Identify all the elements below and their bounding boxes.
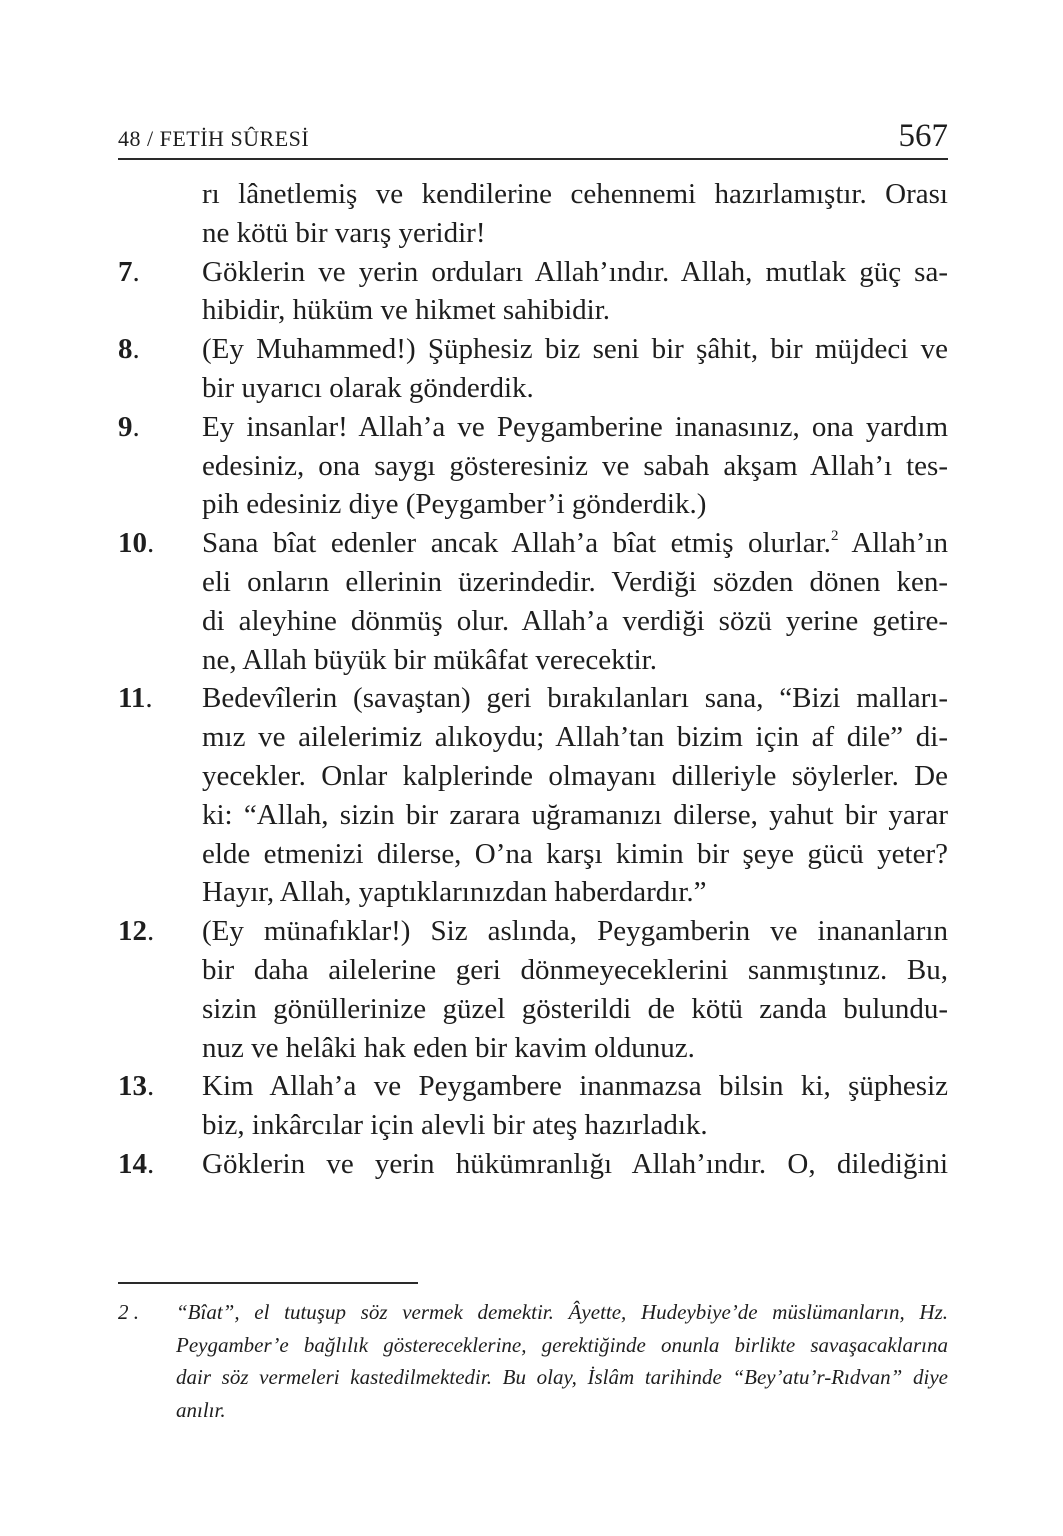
- verse-8: [118, 330, 948, 408]
- text-line: bir uyarıcı olarak gönderdik.: [202, 371, 534, 404]
- verse-11: [118, 679, 948, 912]
- verse-number: 12.: [118, 915, 155, 948]
- text-line: mız ve ailelerimiz alıkoydu; Allah’tan bizim için af dile” di-: [202, 721, 948, 754]
- text-segment: Allah’ın: [838, 527, 948, 560]
- text-line: biz, inkârcılar için alevli bir ateş hazırladık.: [202, 1109, 708, 1142]
- page-header: [118, 112, 948, 160]
- verse-number: 14.: [118, 1147, 155, 1180]
- text-line: ne, Allah büyük bir mükâfat verecektir.: [202, 643, 657, 676]
- footnote-divider: [118, 1282, 418, 1284]
- footnote: [118, 1296, 948, 1426]
- verse-number: 11.: [118, 682, 153, 715]
- footnote-marker: 2 .: [118, 1300, 139, 1324]
- text-line: Ey insanlar! Allah’a ve Peygamberine inanasınız, ona yardım: [202, 410, 948, 443]
- footnote-line: Peygamber’e bağlılık göstereceklerine, gerektiğinde onunla birlikte savaşacaklarına: [176, 1332, 948, 1357]
- text-line: [202, 524, 948, 563]
- verse-number: 7.: [118, 255, 140, 288]
- footnote-line: dair söz vermeleri kastedilmektedir. Bu olay, İslâm tarihinde “Bey’atu’r-Rıdvan” diye: [176, 1365, 948, 1389]
- text-line: Göklerin ve yerin hükümranlığı Allah’ındır. O, dilediğini: [202, 1147, 948, 1180]
- text-line: Göklerin ve yerin orduları Allah’ındır. Allah, mutlak güç sa-: [202, 255, 948, 288]
- text-line: Hayır, Allah, yaptıklarınızdan haberdardır.”: [202, 876, 707, 909]
- text-line: elde etmenizi dilerse, O’na karşı kimin bir şeye gücü yeter?: [202, 837, 948, 870]
- footnote-line: “Bîat”, el tutuşup söz vermek demektir. Âyette, Hudeybiye’de müslümanların, Hz.: [176, 1300, 948, 1324]
- text-line: eli onların ellerinin üzerindedir. Verdiği sözden dönen ken-: [202, 565, 948, 598]
- verse-continuation: [118, 175, 948, 253]
- text-line: bir daha ailelerine geri dönmeyeceklerini sanmıştınız. Bu,: [202, 953, 948, 986]
- verse-14: [118, 1145, 948, 1184]
- text-line: nuz ve helâki hak eden bir kavim oldunuz.: [202, 1031, 695, 1064]
- verse-9: [118, 408, 948, 524]
- text-line: ne kötü bir varış yeridir!: [202, 216, 486, 249]
- text-line: edesiniz, ona saygı gösteresiniz ve sabah akşam Allah’ı tes-: [202, 449, 948, 482]
- page-number: 567: [898, 118, 948, 154]
- footnote-line: anılır.: [176, 1397, 226, 1422]
- verse-number: 10.: [118, 527, 155, 560]
- verse-7: [118, 253, 948, 331]
- footnote-reference[interactable]: 2: [830, 528, 839, 545]
- text-line: yecekler. Onlar kalplerinde olmayanı dilleriyle söylerler. De: [202, 759, 948, 792]
- text-line: pih edesiniz diye (Peygamber’i gönderdik.): [202, 488, 707, 521]
- verse-13: [118, 1067, 948, 1145]
- text-line: rı lânetlemiş ve kendilerine cehennemi hazırlamıştır. Orası: [202, 178, 948, 210]
- text-line: di aleyhine dönmüş olur. Allah’a verdiği sözü yerine getire-: [202, 604, 948, 637]
- text-line: hibidir, hüküm ve hikmet sahibidir.: [202, 294, 611, 327]
- verse-10: [118, 524, 948, 679]
- verse-number: 8.: [118, 333, 140, 366]
- text-segment: Sana bîat edenler ancak Allah’a bîat etmiş olurlar.: [202, 527, 831, 560]
- text-line: Bedevîlerin (savaştan) geri bırakılanları sana, “Bizi malları-: [202, 682, 948, 715]
- text-line: (Ey Muhammed!) Şüphesiz biz seni bir şâhit, bir müjdeci ve: [202, 333, 948, 366]
- text-line: sizin gönüllerinize güzel gösterildi de kötü zanda bulundu-: [202, 992, 948, 1025]
- verse-number: 9.: [118, 410, 140, 443]
- text-line: ki: “Allah, sizin bir zarara uğramanızı dilerse, yahut bir yarar: [202, 798, 948, 831]
- text-line: (Ey münafıklar!) Siz aslında, Peygamberin ve inananların: [202, 915, 948, 948]
- verse-12: [118, 912, 948, 1067]
- running-title: 48 / FETİH SÛRESİ: [118, 126, 310, 151]
- verse-number: 13.: [118, 1070, 155, 1103]
- text-line: Kim Allah’a ve Peygambere inanmazsa bilsin ki, şüphesiz: [202, 1070, 948, 1103]
- text-body: [118, 175, 948, 1184]
- footnote-text: [118, 1296, 948, 1426]
